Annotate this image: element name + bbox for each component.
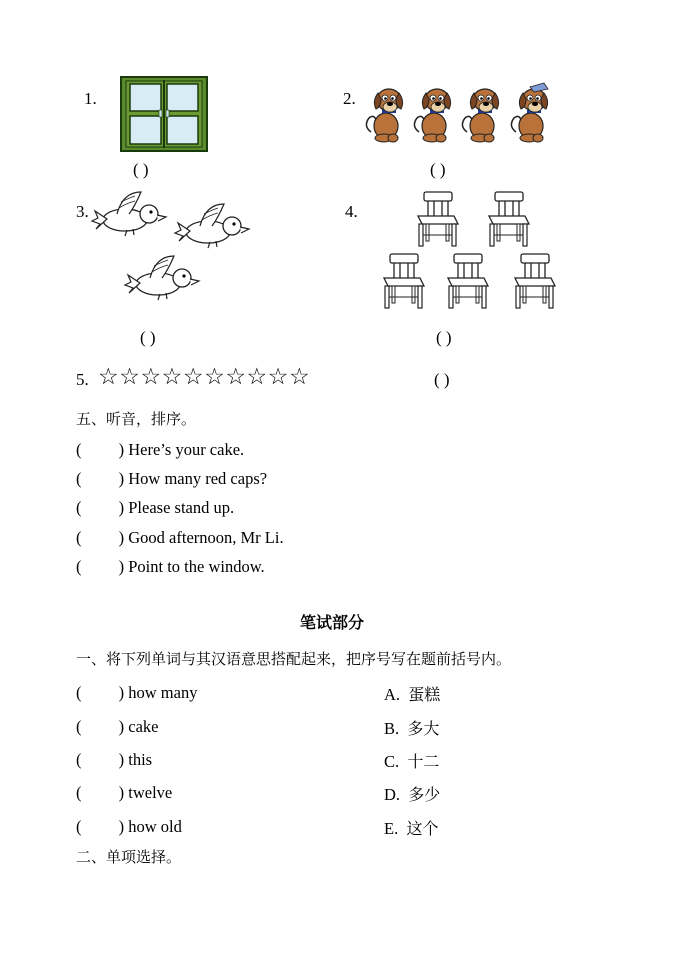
option-letter: E.: [384, 819, 399, 838]
order-row[interactable]: [76, 469, 267, 489]
item-3-number: 3.: [76, 202, 89, 221]
order-row[interactable]: [76, 498, 234, 518]
ten-stars: ☆☆☆☆☆☆☆☆☆☆: [98, 364, 311, 390]
answer-paren[interactable]: ( ): [76, 440, 125, 459]
answer-paren[interactable]: ( ): [76, 817, 125, 836]
option-row: [384, 749, 439, 772]
answer-paren[interactable]: ( ): [76, 783, 125, 802]
word-row[interactable]: [76, 783, 172, 803]
option-row: [384, 816, 438, 839]
word-row[interactable]: [76, 750, 152, 770]
sentence: Here’s your cake.: [128, 440, 245, 459]
item-2-answer[interactable]: ( ): [430, 160, 446, 179]
item-5-number: 5.: [76, 370, 89, 389]
option-meaning: 十二: [407, 752, 440, 771]
word: cake: [128, 717, 159, 736]
sentence: How many red caps?: [128, 469, 268, 488]
five-chairs-picture: [380, 190, 560, 314]
three-birds-picture: [94, 188, 250, 306]
item-1-number: 1.: [84, 89, 97, 108]
option-meaning: 蛋糕: [408, 685, 441, 704]
word-row[interactable]: [76, 717, 158, 737]
word: how old: [128, 817, 182, 836]
part1-heading: 一、将下列单词与其汉语意思搭配起来，把序号写在题前括号内。: [76, 650, 512, 668]
option-letter: D.: [384, 785, 401, 804]
option-row: [384, 682, 440, 705]
sentence: Point to the window.: [128, 557, 265, 576]
answer-paren[interactable]: ( ): [76, 498, 125, 517]
order-row[interactable]: [76, 440, 244, 460]
word: how many: [128, 683, 198, 702]
part2-heading: 二、单项选择。: [76, 848, 182, 866]
section5-heading: 五、听音，排序。: [76, 410, 197, 428]
item-2-number: 2.: [343, 89, 356, 108]
sentence: Good afternoon, Mr Li.: [128, 528, 284, 547]
four-dogs-picture: [364, 82, 560, 144]
option-row: [384, 716, 439, 739]
option-letter: A.: [384, 685, 401, 704]
item-1-answer[interactable]: ( ): [133, 160, 149, 179]
order-row[interactable]: [76, 557, 265, 577]
option-letter: C.: [384, 752, 400, 771]
answer-paren[interactable]: ( ): [76, 528, 125, 547]
option-meaning: 多少: [408, 785, 441, 804]
order-row[interactable]: [76, 528, 284, 548]
answer-paren[interactable]: ( ): [76, 557, 125, 576]
window-picture: [120, 76, 208, 152]
option-letter: B.: [384, 719, 400, 738]
item-5-answer[interactable]: ( ): [434, 370, 450, 389]
written-part-title: 笔试部分: [300, 613, 365, 632]
answer-paren[interactable]: ( ): [76, 683, 125, 702]
item-3-answer[interactable]: ( ): [140, 328, 156, 347]
item-4-answer[interactable]: ( ): [436, 328, 452, 347]
word: this: [128, 750, 153, 769]
sentence: Please stand up.: [128, 498, 235, 517]
answer-paren[interactable]: ( ): [76, 750, 125, 769]
item-4-number: 4.: [345, 202, 358, 221]
word-row[interactable]: [76, 817, 182, 837]
option-meaning: 多大: [407, 719, 440, 738]
word: twelve: [128, 783, 173, 802]
word-row[interactable]: [76, 683, 197, 703]
option-row: [384, 782, 440, 805]
option-meaning: 这个: [406, 819, 439, 838]
answer-paren[interactable]: ( ): [76, 469, 125, 488]
answer-paren[interactable]: ( ): [76, 717, 125, 736]
